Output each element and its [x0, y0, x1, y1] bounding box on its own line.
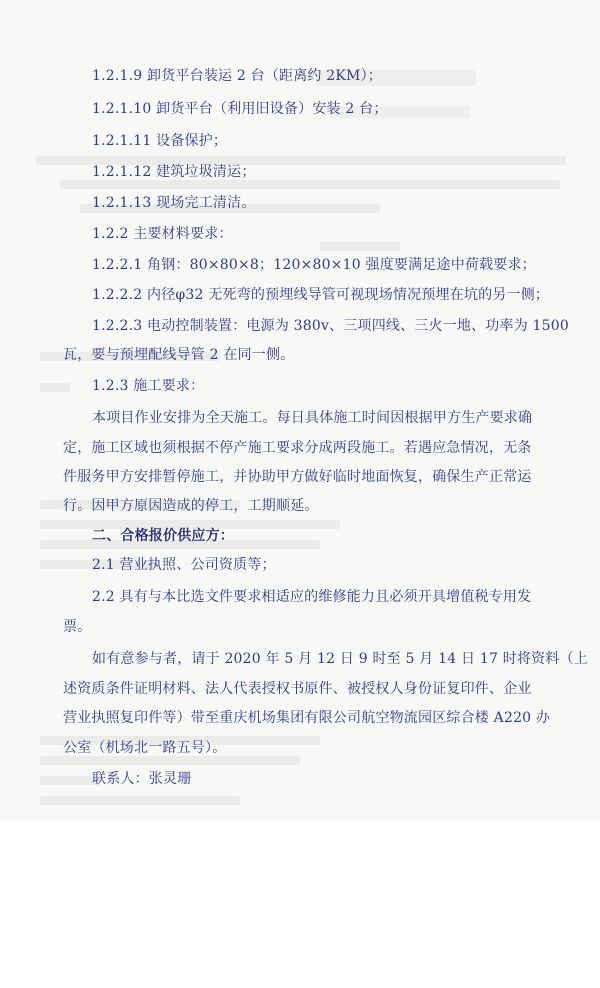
item-1-2-2-3: 1.2.2.3 电动控制装置：电源为 380v、三项四线、三火一地、功率为 1500	[92, 318, 569, 334]
show-through-mark	[40, 383, 70, 392]
item-2-1: 2.1 营业执照、公司资质等；	[92, 557, 276, 573]
show-through-mark	[40, 756, 300, 765]
submission-paragraph-line: 述资质条件证明材料、法人代表授权书原件、被授权人身份证复印件、企业	[63, 681, 532, 697]
show-through-mark	[40, 796, 240, 805]
construction-paragraph-line: 行。因甲方原因造成的停工，工期顺延。	[63, 498, 319, 514]
contact-person: 联系人：张灵珊	[92, 771, 192, 787]
section-1-2-2-heading: 1.2.2 主要材料要求：	[92, 226, 233, 242]
show-through-mark	[60, 180, 560, 189]
show-through-mark	[320, 242, 400, 251]
construction-paragraph-line: 件服务甲方安排暂停施工，并协助甲方做好临时地面恢复，确保生产正常运	[63, 469, 532, 485]
item-1-2-2-2: 1.2.2.2 内径φ32 无死弯的预埋线导管可视现场情况预埋在坑的另一侧；	[92, 287, 550, 303]
submission-paragraph-line: 如有意参与者，请于 2020 年 5 月 12 日 9 时至 5 月 14 日 17 时将资料（上	[92, 651, 588, 667]
item-1-2-1-11: 1.2.1.11 设备保护；	[92, 133, 228, 149]
item-1-2-1-10: 1.2.1.10 卸货平台（利用旧设备）安装 2 台；	[92, 101, 388, 117]
item-1-2-1-9: 1.2.1.9 卸货平台装运 2 台（距离约 2KM）；	[92, 68, 382, 84]
item-2-2-continued: 票。	[63, 619, 92, 635]
show-through-mark	[40, 776, 100, 785]
item-1-2-1-12: 1.2.1.12 建筑垃圾清运；	[92, 164, 256, 180]
item-2-2: 2.2 具有与本比选文件要求相适应的维修能力且必须开具增值税专用发	[92, 589, 532, 605]
item-1-2-1-13: 1.2.1.13 现场完工清洁。	[92, 195, 256, 211]
item-1-2-2-3-continued: 瓦，要与预埋配线导管 2 在同一侧。	[63, 347, 295, 363]
construction-paragraph-line: 本项目作业安排为全天施工。每日具体施工时间因根据甲方生产要求确	[92, 410, 533, 426]
section-2-heading: 二、合格报价供应方：	[92, 528, 234, 544]
section-1-2-3-heading: 1.2.3 施工要求：	[92, 378, 205, 394]
submission-paragraph-line: 营业执照复印件等）带至重庆机场集团有限公司航空物流园区综合楼 A220 办	[63, 710, 551, 726]
construction-paragraph-line: 定，施工区域也须根据不停产施工要求分成两段施工。若遇应急情况，无条	[63, 440, 532, 456]
submission-paragraph-line: 公室（机场北一路五号）。	[63, 740, 227, 756]
item-1-2-2-1: 1.2.2.1 角钢：80×80×8；120×80×10 强度要满足途中荷载要求；	[92, 257, 536, 273]
